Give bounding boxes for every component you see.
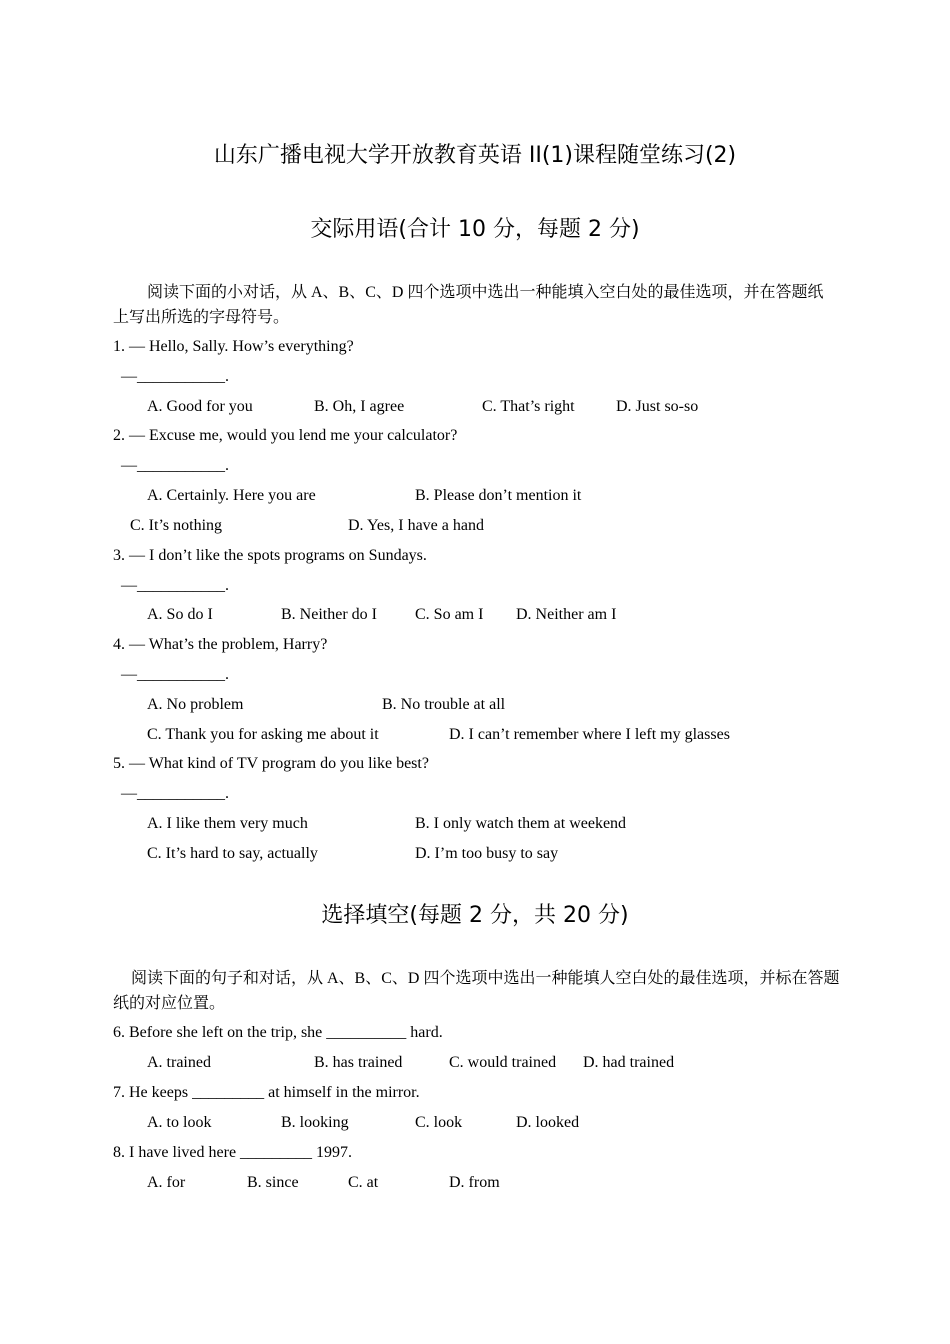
option-b: B. looking <box>281 1114 349 1131</box>
section-heading-fill-in: 选择填空(每题 2 分，共 20 分) <box>321 903 629 928</box>
option-b: B. Neither do I <box>281 606 377 623</box>
page-title: 山东广播电视大学开放教育英语 II(1)课程随堂练习(2) <box>213 143 737 168</box>
option-b: B. Oh, I agree <box>314 398 405 415</box>
option-c: C. Thank you for asking me about it <box>147 726 379 743</box>
option-a: A. for <box>147 1174 186 1191</box>
option-c: C. So am I <box>415 606 484 623</box>
answer-blank: —___________. <box>121 577 229 594</box>
answer-blank: —___________. <box>121 457 229 474</box>
option-d: D. Neither am I <box>516 606 617 623</box>
option-a: A. No problem <box>147 696 244 713</box>
option-d: D. looked <box>516 1114 580 1131</box>
option-a: A. to look <box>147 1114 212 1131</box>
question-stem: 5. — What kind of TV program do you like best? <box>113 755 429 772</box>
option-b: B. Please don’t mention it <box>415 487 582 504</box>
option-b: B. since <box>247 1174 299 1191</box>
option-a: A. So do I <box>147 606 213 623</box>
section-heading-communication: 交际用语(合计 10 分，每题 2 分) <box>310 217 640 242</box>
option-c: C. It’s nothing <box>130 517 223 534</box>
question-stem: 2. — Excuse me, would you lend me your calculator? <box>113 427 458 444</box>
question-stem: 7. He keeps _________ at himself in the mirror. <box>113 1084 420 1101</box>
option-c: C. That’s right <box>482 398 575 415</box>
answer-blank: —___________. <box>121 785 229 802</box>
section-instruction: 阅读下面的小对话，从 A、B、C、D 四个选项中选出一种能填入空白处的最佳选项，并在答题纸上写出所选的字母符号。 <box>113 284 824 326</box>
option-b: B. No trouble at all <box>382 696 506 713</box>
question-stem: 8. I have lived here _________ 1997. <box>113 1144 353 1161</box>
option-d: D. had trained <box>583 1054 675 1071</box>
option-d: D. from <box>449 1174 500 1191</box>
option-c: C. It’s hard to say, actually <box>147 845 318 862</box>
question-stem: 3. — I don’t like the spots programs on Sundays. <box>113 547 427 564</box>
option-d: D. I can’t remember where I left my glasses <box>449 726 730 743</box>
option-c: C. would trained <box>449 1054 557 1071</box>
option-c: C. look <box>415 1114 463 1131</box>
option-d: D. Yes, I have a hand <box>348 517 484 534</box>
answer-blank: —___________. <box>121 666 229 683</box>
option-a: A. I like them very much <box>147 815 308 832</box>
question-stem: 1. — Hello, Sally. How’s everything? <box>113 338 354 355</box>
option-d: D. Just so-so <box>616 398 699 415</box>
question-stem: 4. — What’s the problem, Harry? <box>113 636 328 653</box>
question-stem: 6. Before she left on the trip, she __________ hard. <box>113 1024 443 1041</box>
option-b: B. has trained <box>314 1054 403 1071</box>
option-a: A. Certainly. Here you are <box>147 487 316 504</box>
answer-blank: —___________. <box>121 368 229 385</box>
option-a: A. trained <box>147 1054 211 1071</box>
option-b: B. I only watch them at weekend <box>415 815 627 832</box>
section-instruction: 阅读下面的句子和对话，从 A、B、C、D 四个选项中选出一种能填人空白处的最佳选项，并标在答题纸的对应位置。 <box>113 970 840 1012</box>
option-d: D. I’m too busy to say <box>415 845 559 862</box>
option-a: A. Good for you <box>147 398 253 415</box>
option-c: C. at <box>348 1174 379 1191</box>
